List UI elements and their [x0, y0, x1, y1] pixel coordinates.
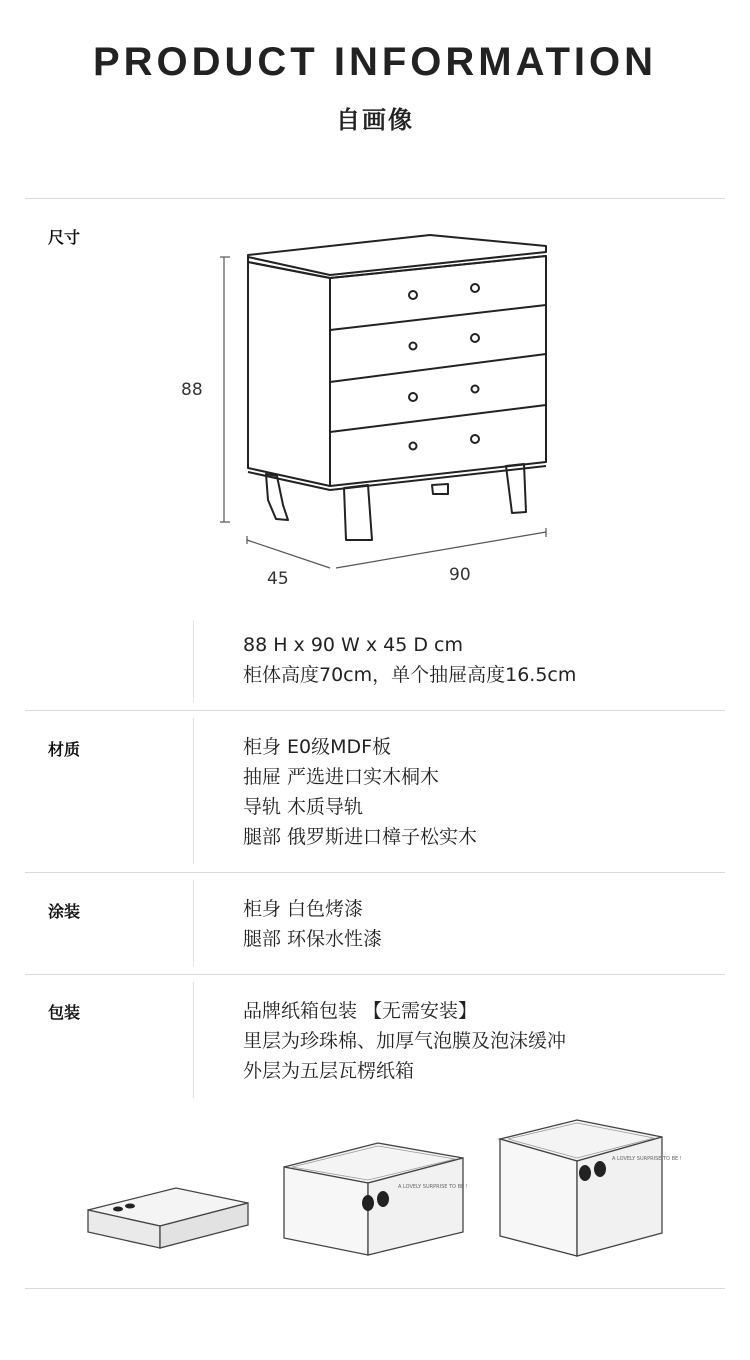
product-name: 自画像	[336, 106, 414, 134]
box-slogan: A LOVELY SURPRISE TO BE !	[398, 1184, 468, 1190]
packaging-line: 里层为珍珠棉、加厚气泡膜及泡沫缓冲	[243, 1030, 567, 1052]
dimension-height: 88	[181, 380, 203, 400]
material-line: 柜身 E0级MDF板	[243, 736, 392, 758]
dimension-depth: 45	[267, 569, 289, 589]
dimensions-line: 88 H x 90 W x 45 D cm	[243, 634, 463, 656]
material-line: 抽屉 严选进口实木桐木	[243, 766, 440, 788]
section-label-finish: 涂装	[48, 902, 81, 921]
finish-line: 柜身 白色烤漆	[243, 898, 364, 920]
section-label-dimensions: 尺寸	[48, 228, 81, 247]
finish-line: 腿部 环保水性漆	[243, 928, 383, 950]
dimension-width: 90	[449, 565, 471, 585]
dimensions-line: 柜体高度70cm，单个抽屉高度16.5cm	[243, 664, 577, 686]
flat-box-drawing-icon	[88, 1188, 248, 1248]
material-line: 腿部 俄罗斯进口樟子松实木	[243, 826, 478, 848]
packaging-line: 外层为五层瓦楞纸箱	[243, 1060, 415, 1082]
medium-box-drawing-icon	[284, 1143, 468, 1255]
material-line: 导轨 木质导轨	[243, 796, 364, 818]
page-title: PRODUCT INFORMATION	[92, 40, 658, 84]
divider	[25, 1288, 725, 1289]
large-box-drawing-icon	[500, 1120, 682, 1256]
section-label-packaging: 包装	[48, 1003, 81, 1022]
packaging-line: 品牌纸箱包装 【无需安装】	[243, 1000, 478, 1022]
section-label-material: 材质	[48, 740, 81, 759]
box-slogan: A LOVELY SURPRISE TO BE !	[612, 1156, 682, 1162]
